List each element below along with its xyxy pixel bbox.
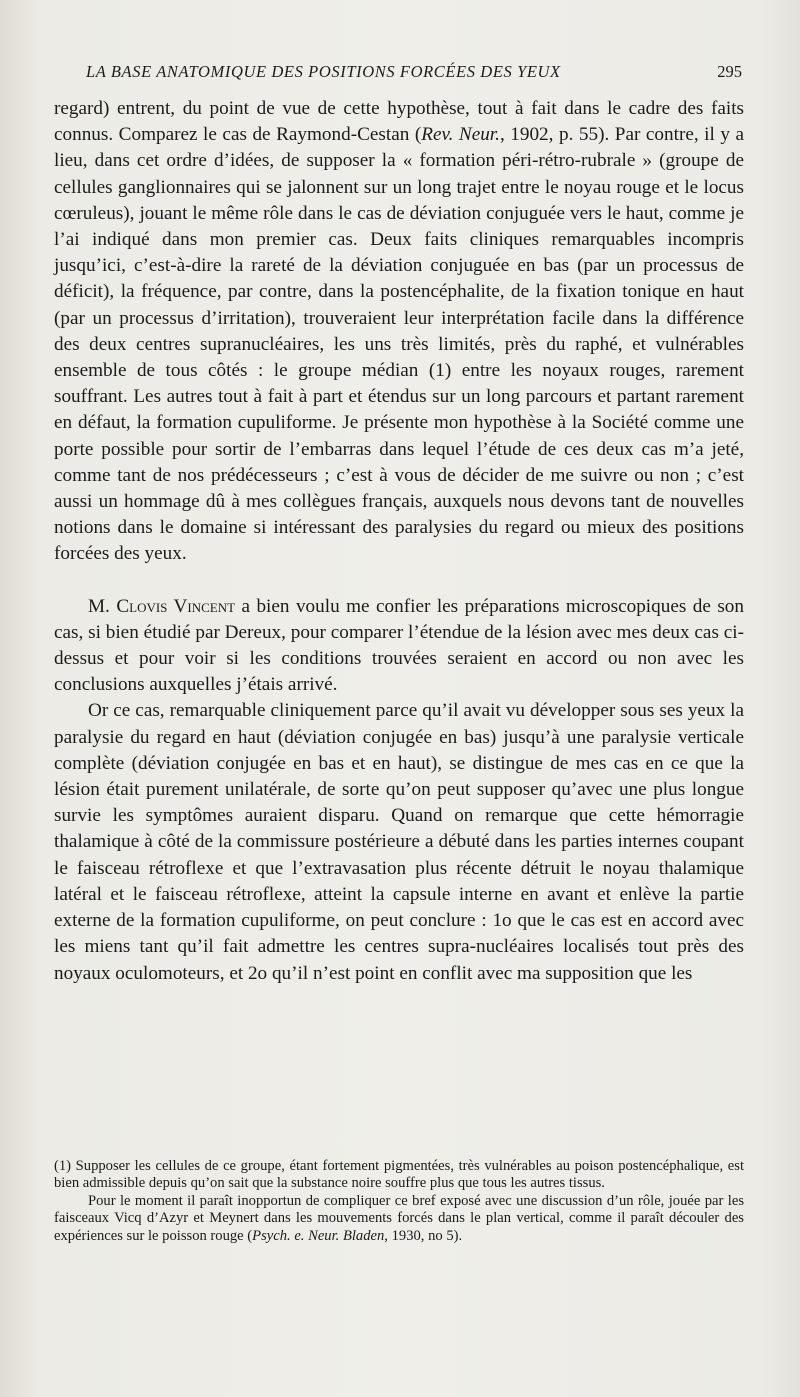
footnote-2 (54, 1193, 744, 1245)
author-name: Clovis Vincent (116, 595, 236, 617)
running-header (86, 62, 742, 88)
running-title: LA BASE ANATOMIQUE DES POSITIONS FORCÉES DES YEUX (86, 62, 561, 81)
page-number: 295 (717, 62, 742, 81)
footnote-2-text-a: Pour le moment il paraît inopportun de compliquer ce bref exposé avec une discussion d’un rôle, jouée par les faisceaux Vicq d’Azyr et Meynert dans les mouvements forcés dans le plan vertical, comme il paraît découler des expériences sur le poisson rouge ( (54, 1192, 744, 1244)
main-text (54, 96, 744, 987)
paragraph-2 (54, 594, 744, 699)
paragraph-1-text-a: regard) entrent, du point de vue de cette hypothèse, tout à fait dans le cadre des faits connus. Comparez le cas de Raymond-Cestan ( (54, 98, 744, 146)
paragraph-3: Or ce cas, remarquable cliniquement parce qu’il avait vu développer sous ses yeux la paralysie du regard en haut (déviation conjugée en bas) jusqu’à une paralysie verticale complète (déviation conjugée en bas et en haut), se distingue de mes cas en ce que la lésion était purement unilatérale, de sorte qu’on peut supposer qu’avec une plus longue survie les symptômes auraient disparu. Quand on remarque que cette hémorragie thalamique à côté de la commissure postérieure a débuté dans les parties internes coupant le faisceau rétroflexe et que l’extravasation plus récente détruit le noyau thalamique latéral et le faisceau rétroflexe, atteint la capsule interne en avant et enlève la partie externe de la formation cupuliforme, on peut conclure : 1o que le cas est en accord avec les miens tant qu’il fait admettre les centres supra-nucléaires localisés tout près des noyaux oculomoteurs, et 2o qu’il n’est point en conflit avec ma supposition que les (54, 700, 744, 984)
paragraph-2-initial: M. (88, 595, 110, 617)
footnotes (54, 1158, 744, 1245)
footnote-2-text-b: , 1930, no 5). (384, 1227, 463, 1244)
paragraph-1-citation: Rev. Neur. (421, 124, 500, 146)
footnote-2-citation: Psych. e. Neur. Bladen (252, 1227, 385, 1244)
paragraph-1 (54, 96, 744, 568)
footnote-1: (1) Supposer les cellules de ce groupe, étant fortement pigmentées, très vulnérables au poison postencéphalique, est bien admissible depuis qu’on sait que la substance noire souffre plus que tous les autres tissus. (54, 1158, 744, 1192)
paragraph-2-text: a bien voulu me confier les préparations microscopiques de son cas, si bien étudié par Dereux, pour comparer l’étendue de la lésion avec mes deux cas ci-dessus et pour voir si les conditions trouvées seraient en accord ou non avec les conclusions auxquelles j’étais arrivé. (54, 595, 744, 696)
paragraph-1-text-b: , 1902, p. 55). Par contre, il y a lieu, dans cet ordre d’idées, de supposer la « formation péri-rétro-rubrale » (groupe de cellules ganglionnaires qui se jalonnent sur un long trajet entre le noyau rouge et le locus cœruleus), jouant le même rôle dans le cas de déviation conjuguée vers le haut, comme je l’ai indiqué dans mon premier cas. Deux faits cliniques remarquables incompris jusqu’ici, c’est-à-dire la rareté de la déviation conjuguée en bas (par un processus de déficit), la fréquence, par contre, dans la postencéphalite, de la fixation tonique en haut (par un processus d’irritation), trouveraient leur interprétation facile dans la différence des deux centres supranucléaires, les uns très limités, près du raphé, et vulnérables ensemble de tous côtés : le groupe médian (1) entre les noyaux rouges, rarement souffrant. Les autres tout à fait à part et étendus sur un long parcours et partant rarement en défaut, la formation cupuliforme. Je présente mon hypothèse à la Société comme une porte possible pour sortir de l’embarras dans lequel l’étude de ces deux cas m’a jeté, comme tant de nos prédécesseurs ; c’est à vous de décider de me suivre ou non ; c’est aussi un hommage dû à mes collègues français, auxquels nous devons tant de nouvelles notions dans le domaine si intéressant des paralysies du regard ou mieux des positions forcées des yeux. (54, 124, 744, 565)
